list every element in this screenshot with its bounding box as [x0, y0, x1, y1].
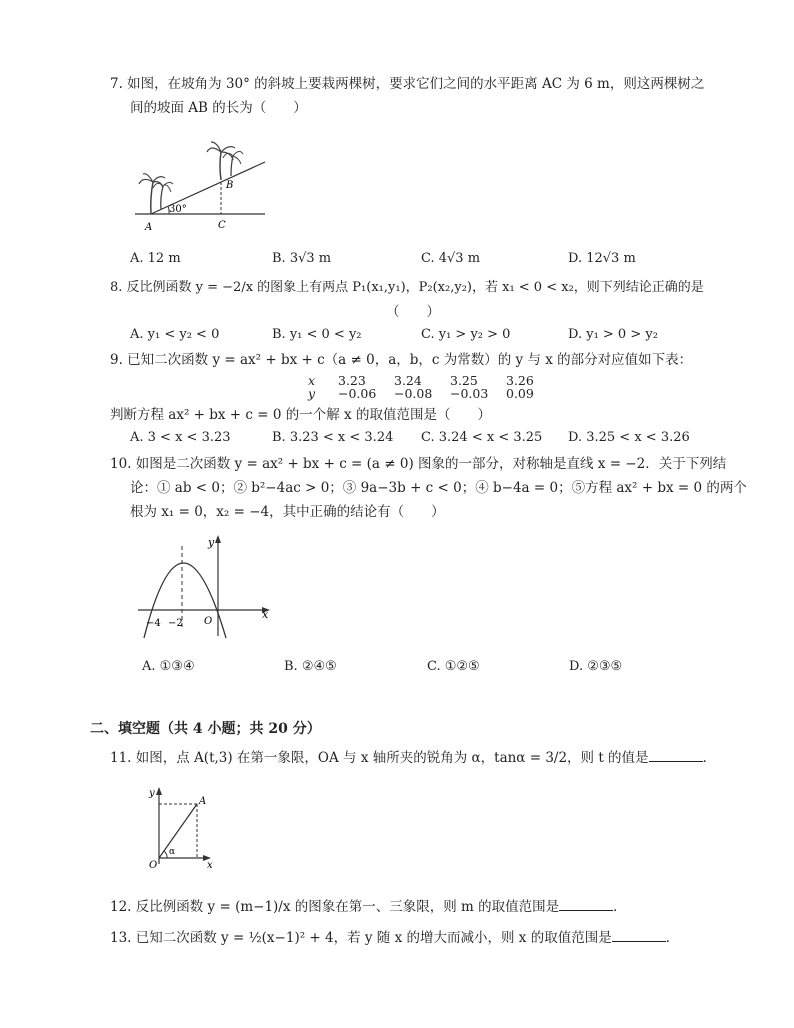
- q7-option-c[interactable]: C. 4√3 m: [421, 251, 481, 266]
- q10-x-axis-label: x: [262, 608, 269, 621]
- q7-point-b-label: B: [226, 180, 234, 191]
- q10-text-line2: 论：① ab < 0；② b²−4ac > 0；③ 9a−3b + c < 0；④ b−4a = 0；⑤方程 ax² + bx = 0 的两个: [130, 480, 747, 496]
- table-cell: 0.09: [506, 386, 534, 401]
- q7-slope-figure: [135, 138, 275, 234]
- q10-text-line3: 根为 x₁ = 0，x₂ = −4，其中正确的结论有（ ）: [130, 504, 445, 520]
- q10-option-d[interactable]: D. ②③⑤: [569, 659, 623, 674]
- q12-text-end: ．: [613, 899, 627, 915]
- q11-coordinate-figure: [145, 784, 225, 870]
- table-cell: 3.25: [450, 373, 478, 388]
- q10-option-b[interactable]: B. ②④⑤: [284, 659, 337, 674]
- q11-point-a-label: A: [199, 796, 207, 807]
- q9-value-table: [308, 374, 542, 400]
- q10-text-line1: 10. 如图是二次函数 y = ax² + bx + c = (a ≠ 0) 图象的一部分，对称轴是直线 x = −2．关于下列结: [110, 456, 727, 472]
- section-heading: 二、填空题（共 4 小题；共 20 分）: [90, 721, 321, 737]
- q8-option-d[interactable]: D. y₁ > 0 > y₂: [568, 327, 658, 342]
- q7-option-b[interactable]: B. 3√3 m: [272, 251, 332, 266]
- q11-text: [110, 748, 716, 768]
- q11-y-axis-label: y: [149, 788, 155, 799]
- q7-text-line1: 7. 如图，在坡角为 30° 的斜坡上要栽两棵树，要求它们之间的水平距离 AC 为 6 m，则这两棵树之: [110, 76, 705, 92]
- q10-origin-label: O: [204, 616, 213, 627]
- q10-tick-minus4: −4: [146, 618, 161, 629]
- q10-parabola-figure: [138, 532, 278, 642]
- q12-answer-blank[interactable]: [559, 897, 613, 911]
- q7-point-a-label: A: [145, 222, 153, 233]
- q11-text-end: ．: [702, 750, 717, 766]
- q8-answer-paren: （ ）: [386, 304, 440, 320]
- q7-text-line2: 间的坡面 AB 的长为（ ）: [130, 100, 307, 116]
- q10-option-c[interactable]: C. ①②⑤: [427, 659, 480, 674]
- q8-option-a[interactable]: A. y₁ < y₂ < 0: [130, 327, 220, 342]
- table-row: [308, 387, 542, 400]
- q8-text: 8. 反比例函数 y = −2/x 的图象上有两点 P₁(x₁,y₁)，P₂(x₂,y₂)，若 x₁ < 0 < x₂，则下列结论正确的是: [110, 280, 704, 295]
- palm-tree-icon: [139, 174, 173, 214]
- q7-option-d[interactable]: D. 12√3 m: [568, 251, 636, 266]
- table-cell: y: [308, 386, 316, 401]
- q7-point-c-label: C: [218, 220, 226, 231]
- q12-text: [110, 897, 627, 917]
- q11-origin-label: O: [149, 860, 158, 871]
- q11-text-body: 11. 如图，点 A(t,3) 在第一象限，OA 与 x 轴所夹的锐角为 α，tanα = 3/2，则 t 的值是: [110, 750, 649, 766]
- q13-text-body: 13. 已知二次函数 y = ½(x−1)² + 4，若 y 随 x 的增大而减小，则 x 的取值范围是: [110, 930, 612, 946]
- q10-y-axis-label: y: [208, 536, 215, 549]
- q11-alpha-label: α: [169, 847, 176, 857]
- table-cell: −0.08: [394, 386, 433, 401]
- q10-tick-minus2: −2: [168, 618, 183, 629]
- q12-text-body: 12. 反比例函数 y = (m−1)/x 的图象在第一、三象限，则 m 的取值范围是: [110, 899, 560, 915]
- table-cell: 3.26: [506, 373, 534, 388]
- q11-x-axis-label: x: [207, 860, 213, 871]
- q13-text-end: ．: [665, 930, 680, 946]
- q7-option-a[interactable]: A. 12 m: [130, 251, 181, 266]
- q9-option-b[interactable]: B. 3.23 < x < 3.24: [272, 430, 394, 445]
- table-cell: −0.06: [338, 386, 377, 401]
- q13-text: [110, 928, 679, 948]
- table-cell: −0.03: [450, 386, 489, 401]
- table-cell: x: [308, 373, 316, 388]
- table-cell: 3.23: [338, 373, 366, 388]
- q11-answer-blank[interactable]: [649, 748, 703, 762]
- q9-option-c[interactable]: C. 3.24 < x < 3.25: [421, 430, 543, 445]
- table-cell: 3.24: [394, 373, 422, 388]
- q10-option-a[interactable]: A. ①③④: [142, 659, 195, 674]
- q13-answer-blank[interactable]: [612, 928, 666, 942]
- q9-text-line1: 9. 已知二次函数 y = ax² + bx + c（a ≠ 0，a，b，c 为常数）的 y 与 x 的部分对应值如下表：: [110, 352, 693, 368]
- q9-option-a[interactable]: A. 3 < x < 3.23: [130, 430, 231, 445]
- q8-option-c[interactable]: C. y₁ > y₂ > 0: [421, 327, 511, 342]
- q9-text-line2: 判断方程 ax² + bx + c = 0 的一个解 x 的取值范围是（ ）: [110, 407, 491, 423]
- q9-option-d[interactable]: D. 3.25 < x < 3.26: [568, 430, 690, 445]
- q7-angle-label: 30°: [169, 204, 187, 215]
- q8-option-b[interactable]: B. y₁ < 0 < y₂: [272, 327, 362, 342]
